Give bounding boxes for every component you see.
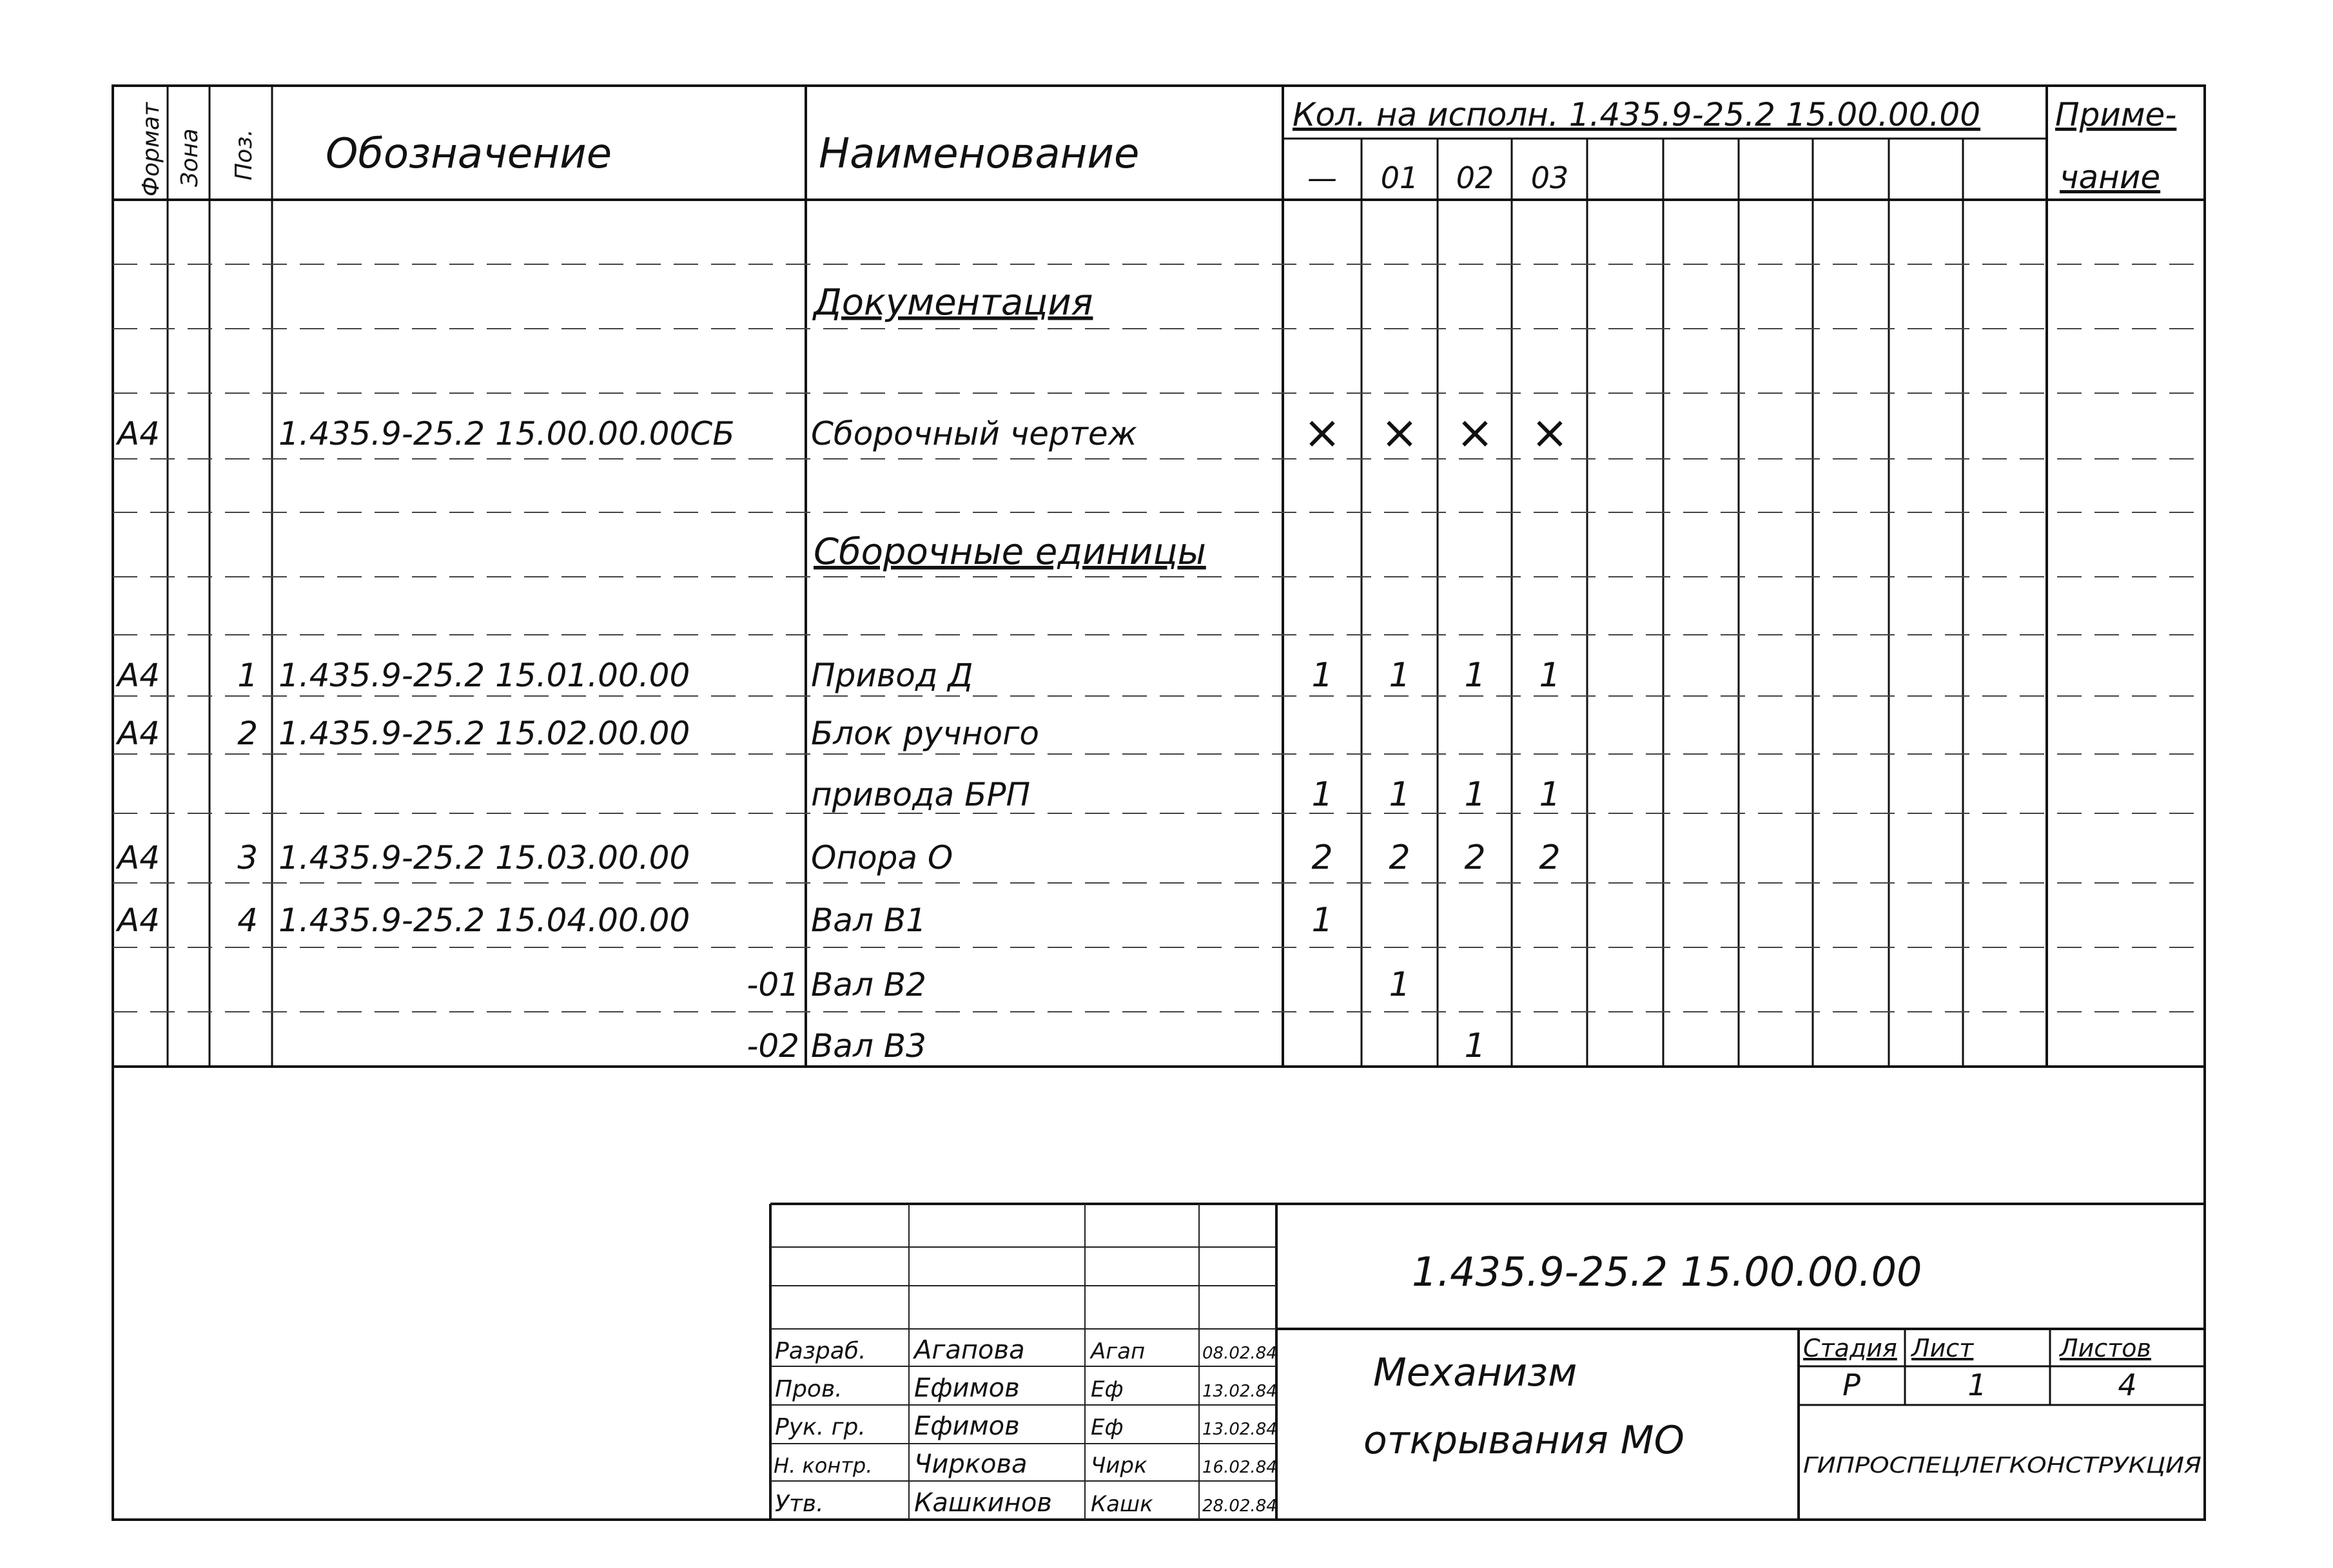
row-qty: 2 <box>1464 838 1486 877</box>
sig-role: Рук. гр. <box>775 1414 866 1440</box>
sig-name: Чиркова <box>914 1449 1028 1479</box>
sig-name: Кашкинов <box>914 1488 1052 1518</box>
sig-date: 28.02.84 <box>1202 1496 1277 1516</box>
row-designation: 1.435.9-25.2 15.03.00.00 <box>278 839 690 876</box>
title-name-line2: открывания МО <box>1363 1418 1684 1463</box>
row-name: привода БРП <box>811 776 1031 813</box>
stage-label: Стадия <box>1803 1334 1897 1362</box>
sig-name: Агапова <box>914 1335 1025 1365</box>
row-designation: -01 <box>747 966 799 1003</box>
row-designation: 1.435.9-25.2 15.04.00.00 <box>278 902 690 939</box>
row-designation: 1.435.9-25.2 15.00.00.00СБ <box>278 415 735 452</box>
sig-sign: Чирк <box>1091 1453 1147 1478</box>
header-note-2: чание <box>2060 159 2161 196</box>
row-name: Блок ручного <box>811 715 1039 752</box>
header-designation: Обозначение <box>326 130 612 178</box>
row-name: Вал В1 <box>811 902 926 939</box>
table-row <box>747 1027 1485 1065</box>
row-qty: 1 <box>1464 656 1486 695</box>
row-format: А4 <box>117 715 161 752</box>
stage-value: Р <box>1842 1368 1860 1402</box>
signature-row <box>775 1373 1277 1403</box>
sig-sign: Еф <box>1091 1415 1124 1440</box>
row-name: Опора О <box>811 839 953 876</box>
table-row <box>115 838 1561 877</box>
row-pos: 2 <box>237 715 258 752</box>
row-format: А4 <box>117 902 161 939</box>
header-pos: Поз. <box>231 129 257 180</box>
sig-date: 13.02.84 <box>1202 1382 1277 1401</box>
sig-name: Ефимов <box>914 1411 1020 1441</box>
row-name: Вал В2 <box>811 966 926 1003</box>
row-qty: × <box>1303 406 1342 459</box>
row-pos: 4 <box>237 902 258 939</box>
row-qty: 2 <box>1539 838 1561 877</box>
table-row <box>115 901 1333 940</box>
table-row <box>811 775 1561 814</box>
sig-date: 08.02.84 <box>1202 1344 1277 1363</box>
row-qty: 1 <box>1389 656 1411 695</box>
header-variant-01: 01 <box>1380 160 1419 195</box>
signature-row <box>774 1449 1277 1479</box>
sig-date: 16.02.84 <box>1202 1458 1277 1477</box>
header-name: Наименование <box>819 130 1140 178</box>
row-qty: 2 <box>1311 838 1333 877</box>
row-format: А4 <box>117 415 161 452</box>
sig-sign: Еф <box>1091 1377 1124 1402</box>
sig-sign: Кашк <box>1091 1491 1153 1517</box>
sig-sign: Агап <box>1091 1339 1146 1364</box>
row-qty: × <box>1530 406 1569 459</box>
section-documentation: Документация <box>814 282 1093 324</box>
table-row <box>115 656 1561 695</box>
sheets-value: 4 <box>2118 1368 2137 1402</box>
row-qty: 1 <box>1389 775 1411 814</box>
row-qty: × <box>1380 406 1419 459</box>
title-doc-number: 1.435.9-25.2 15.00.00.00 <box>1412 1248 1922 1295</box>
row-qty: 1 <box>1464 1027 1486 1065</box>
header-zone: Зона <box>177 128 203 187</box>
row-format: А4 <box>117 657 161 694</box>
row-qty: 2 <box>1389 838 1411 877</box>
row-qty: 1 <box>1311 775 1333 814</box>
header-qty: Кол. на испoлн. 1.435.9-25.2 15.00.00.00 <box>1293 96 1981 133</box>
section-assemblies: Сборочные единицы <box>814 531 1206 573</box>
sig-role: Утв. <box>775 1491 824 1517</box>
sig-name: Ефимов <box>914 1373 1020 1403</box>
row-qty: 1 <box>1311 901 1333 940</box>
header-note-1: Приме- <box>2055 96 2177 133</box>
header-variant-0: — <box>1307 160 1337 195</box>
organization: ГИПРОСПЕЦЛЕГКОНСТРУКЦИЯ <box>1803 1453 2201 1478</box>
sheet-frame <box>113 86 2205 1520</box>
row-designation: 1.435.9-25.2 15.02.00.00 <box>278 715 690 752</box>
signature-row <box>775 1411 1277 1441</box>
sheet-value: 1 <box>1967 1368 1987 1402</box>
row-qty: 1 <box>1464 775 1486 814</box>
row-format: А4 <box>117 839 161 876</box>
header-format: Формат <box>138 102 164 197</box>
row-designation: -02 <box>747 1027 799 1065</box>
header-variant-02: 02 <box>1456 160 1494 195</box>
sheet-label: Лист <box>1911 1334 1974 1362</box>
sig-role: Н. контр. <box>774 1453 873 1478</box>
title-name-line1: Механизм <box>1373 1350 1577 1395</box>
table-row <box>747 965 1410 1004</box>
row-name: Сборочный чертеж <box>811 415 1137 452</box>
sheets-label: Листов <box>2060 1334 2151 1362</box>
row-qty: 1 <box>1539 775 1561 814</box>
table-row <box>115 715 1039 752</box>
sig-role: Пров. <box>775 1376 843 1402</box>
sig-role: Разраб. <box>775 1338 866 1364</box>
row-name: Вал В3 <box>811 1027 926 1065</box>
signature-row <box>775 1335 1277 1365</box>
row-designation: 1.435.9-25.2 15.01.00.00 <box>278 657 690 694</box>
row-pos: 1 <box>237 657 258 694</box>
sig-date: 13.02.84 <box>1202 1420 1277 1439</box>
row-qty: × <box>1456 406 1494 459</box>
header-variant-03: 03 <box>1530 160 1569 195</box>
row-qty: 1 <box>1311 656 1333 695</box>
row-pos: 3 <box>237 839 258 876</box>
row-qty: 1 <box>1389 965 1411 1004</box>
table-row <box>115 406 1568 459</box>
signature-row <box>775 1488 1277 1518</box>
row-qty: 1 <box>1539 656 1561 695</box>
row-name: Привод Д <box>811 657 973 694</box>
